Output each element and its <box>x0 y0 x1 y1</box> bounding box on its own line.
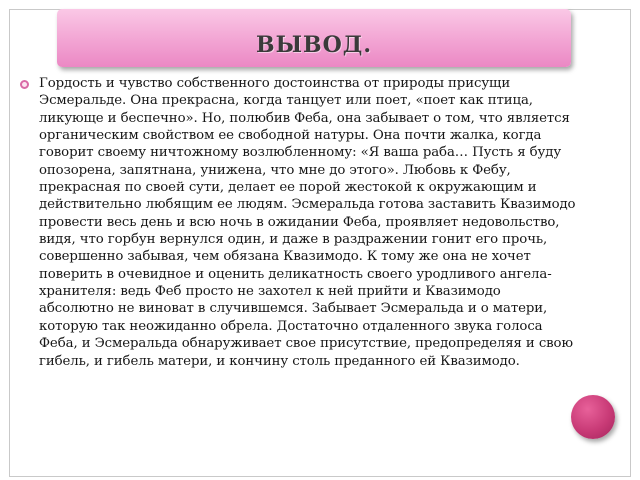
decorative-circle <box>571 395 615 439</box>
title-banner <box>57 9 571 67</box>
slide-title: ВЫВОД. <box>255 32 372 58</box>
bullet-icon <box>20 80 29 89</box>
body-paragraph: Гордость и чувство собственного достоинства от природы присущи Эсмеральде. Она прекрасна, когда танцует или поет, «поет как птица, ликующе и беспечно». Но, полюбив Феба, она забывает о том, что является органическим свойством ее свободной натуры. Она почти жалка, когда говорит своему ничтожному возлюбленному: «Я ваша раба… Пусть я буду опозорена, запятнана, унижена, что мне до этого». Любовь к Фебу, прекрасная по своей сути, делает ее порой жестокой к окружающим и действительно любящим ее людям. Эсмеральда готова заставить Квазимодо провести весь день и всю ночь в ожидании Феба, проявляет недовольство, видя, что горбун вернулся один, и даже в раздражении гонит его прочь, совершенно забывая, чем обязана Квазимодо. К тому же она не хочет поверить в очевидное и оценить деликатность своего уродливого ангела-хранителя: ведь Феб просто не захотел к ней прийти и Квазимодо абсолютно не виноват в случившемся. Забывает Эсмеральда и о матери, которую так неожиданно обрела. Достаточно отдаленного звука голоса Феба, и Эсмеральда обнаруживает свое присутствие, предопределяя и свою гибель, и гибель матери, и кончину столь преданного ей Квазимодо. <box>39 76 576 369</box>
slide-content <box>39 75 577 370</box>
